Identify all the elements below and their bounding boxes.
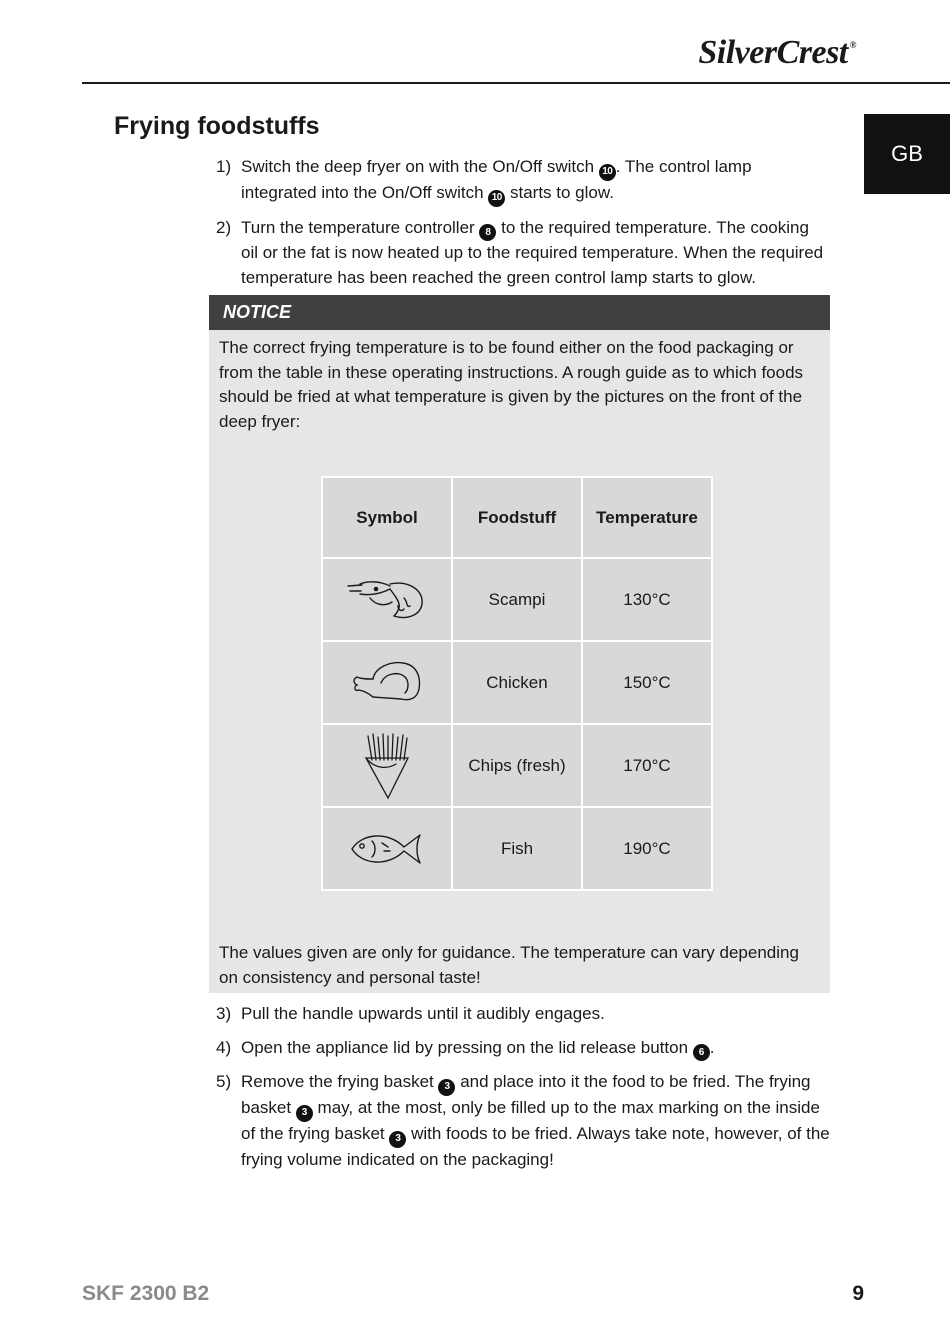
temperature-cell: 190°C — [582, 807, 712, 890]
steps-after-list — [216, 1002, 830, 1181]
step-text-segment: may, at the most, only be filled up to the max marking on the inside of the frying basket — [241, 1098, 820, 1143]
page-number: 9 — [852, 1282, 864, 1305]
step-text-segment: and place into it the food to be fried. The frying basket — [241, 1072, 811, 1117]
chips-icon — [362, 732, 412, 800]
temperature-cell: 150°C — [582, 641, 712, 724]
fish-icon — [350, 829, 424, 869]
scampi-icon — [346, 576, 428, 624]
symbol-cell — [322, 641, 452, 724]
list-item — [216, 1036, 830, 1062]
temperature-cell: 170°C — [582, 724, 712, 807]
list-item — [216, 1070, 830, 1172]
list-item — [216, 216, 830, 291]
step-text-segment: . The control lamp integrated into the On/Off switch — [241, 157, 752, 202]
part-reference-badge: 3 — [389, 1131, 406, 1148]
step-text-segment: Switch the deep fryer on with the On/Off switch — [241, 157, 599, 176]
list-item — [216, 1002, 830, 1027]
symbol-cell — [322, 807, 452, 890]
part-reference-badge: 10 — [599, 164, 616, 181]
step-text-segment: Remove the frying basket — [241, 1072, 439, 1092]
step-number: 2) — [216, 217, 232, 237]
step-number: 5) — [216, 1072, 232, 1092]
header-rule — [82, 82, 950, 84]
language-label: GB — [891, 141, 923, 166]
step-text-segment: Open the appliance lid by pressing on the lid release button — [241, 1037, 693, 1057]
table-row — [322, 807, 712, 890]
frying-temperature-table — [321, 476, 713, 891]
step-text-segment: to the required temperature. The cooking oil or the fat is now heated up to the required temperature. When the required temperature has been reached the green control lamp starts to glow. — [241, 217, 824, 287]
step-text-segment: Pull the handle upwards until it audibly engages. — [241, 1004, 605, 1023]
section-title: Frying foodstuffs — [114, 112, 320, 140]
step-text-segment: with foods to be fried. Always take note, however, of the frying volume indicated on the packaging! — [241, 1123, 830, 1169]
part-reference-badge: 3 — [438, 1079, 455, 1096]
header-foodstuff: Foodstuff — [452, 477, 582, 558]
table-row — [322, 641, 712, 724]
foodstuff-cell: Fish — [452, 807, 582, 890]
step-number: 1) — [216, 157, 232, 176]
step-text — [241, 1070, 830, 1172]
step-number: 3) — [216, 1004, 232, 1023]
temperature-cell: 130°C — [582, 558, 712, 641]
step-text-segment: starts to glow. — [505, 182, 614, 202]
brand-logo: SilverCrest ® — [698, 34, 856, 71]
part-reference-badge: 6 — [693, 1044, 710, 1061]
step-number: 4) — [216, 1037, 232, 1057]
part-reference-badge: 8 — [479, 224, 496, 241]
symbol-cell — [322, 558, 452, 641]
foodstuff-cell: Scampi — [452, 558, 582, 641]
table-row — [322, 724, 712, 807]
step-text — [241, 155, 830, 207]
step-text — [241, 1002, 830, 1027]
steps-before-list — [216, 155, 830, 299]
list-item — [216, 155, 830, 207]
step-text-segment: . — [709, 1037, 715, 1057]
header-symbol: Symbol — [322, 477, 452, 558]
notice-footnote: The values given are only for guidance. The temperature can vary depending on consistency and personal taste! — [219, 943, 799, 987]
footer-model-number: SKF 2300 B2 — [82, 1282, 210, 1305]
part-reference-badge: 3 — [296, 1105, 313, 1122]
chicken-leg-icon — [351, 659, 423, 707]
foodstuff-cell: Chips (fresh) — [452, 724, 582, 807]
notice-heading: NOTICE — [209, 295, 830, 330]
table-header-row — [322, 477, 712, 558]
header-temperature: Temperature — [582, 477, 712, 558]
step-text — [241, 1036, 830, 1062]
step-text-segment: Turn the temperature controller — [241, 217, 480, 237]
table-row — [322, 558, 712, 641]
notice-box — [209, 295, 830, 993]
step-text — [241, 216, 830, 291]
language-tab — [864, 114, 950, 194]
notice-intro: The correct frying temperature is to be found either on the food packaging or from the table in these operating instructions. A rough guide as to which foods should be fried at what temperature is given by the pictures on the front of the deep fryer: — [219, 338, 804, 431]
symbol-cell — [322, 724, 452, 807]
foodstuff-cell: Chicken — [452, 641, 582, 724]
part-reference-badge: 10 — [488, 190, 505, 207]
